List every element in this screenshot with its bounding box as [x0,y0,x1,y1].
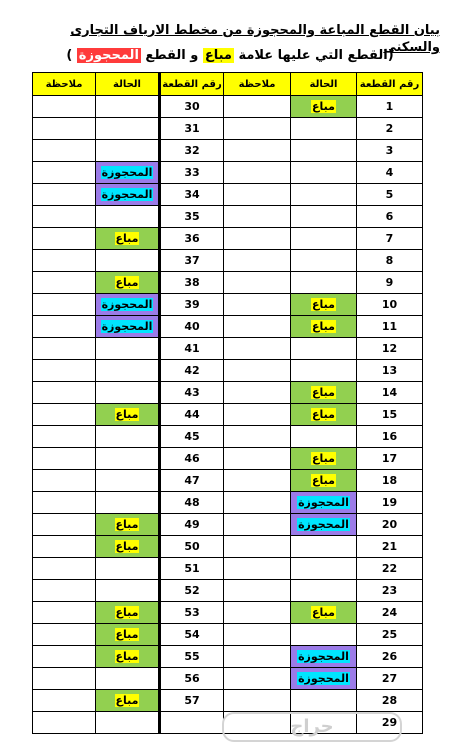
plot-number-right: 12 [357,338,423,360]
plot-status-right [291,514,357,536]
plot-note-left [33,558,96,580]
plot-number-right: 14 [357,382,423,404]
plot-status-right [291,96,357,118]
table-row [33,140,423,162]
plot-number-right: 11 [357,316,423,338]
plot-status-left [96,448,160,470]
plot-status-right [291,470,357,492]
table-row [33,580,423,602]
plot-note-right [224,316,291,338]
status-sold-badge: مباع [312,606,335,619]
plot-note-left [33,492,96,514]
plot-note-right [224,360,291,382]
plot-note-left [33,250,96,272]
plot-note-left [33,624,96,646]
plot-status-right [291,492,357,514]
status-sold-badge: مباع [312,452,335,465]
plot-status-left [96,492,160,514]
plot-status-left [96,426,160,448]
plot-number-right: 15 [357,404,423,426]
plot-note-left [33,206,96,228]
status-sold-badge: مباع [115,628,139,641]
plot-note-left [33,668,96,690]
plot-note-left [33,404,96,426]
plot-number-left: 52 [160,580,224,602]
plot-note-left [33,294,96,316]
table-row [33,448,423,470]
status-sold-badge: مباع [115,694,139,707]
plot-number-left: 48 [160,492,224,514]
plot-number-right: 9 [357,272,423,294]
header-plot-no-left: رقم القطعة [160,73,224,96]
plot-status-right [291,690,357,712]
plot-status-right [291,426,357,448]
table-row [33,646,423,668]
status-sold-badge: مباع [115,232,139,245]
table-row [33,272,423,294]
status-reserved-badge: المحجوزة [101,298,153,311]
plot-number-left: 40 [160,316,224,338]
status-sold-badge: مباع [115,408,139,421]
header-status-left: الحالة [96,73,160,96]
plot-note-left [33,690,96,712]
header-note-left: ملاحظة [33,73,96,96]
table-row [33,470,423,492]
plot-status-left [96,316,160,338]
plot-number-right: 3 [357,140,423,162]
plot-status-left [96,338,160,360]
plot-number-left: 32 [160,140,224,162]
plot-number-left: 41 [160,338,224,360]
plot-status-right [291,294,357,316]
plot-number-left: 49 [160,514,224,536]
plot-status-right [291,668,357,690]
plot-note-left [33,140,96,162]
plot-number-left: 50 [160,536,224,558]
plot-status-left [96,580,160,602]
plot-note-right [224,206,291,228]
table-row [33,690,423,712]
plot-status-left [96,140,160,162]
plot-note-right [224,426,291,448]
plot-note-right [224,404,291,426]
plot-note-right [224,272,291,294]
status-sold-badge: مباع [115,650,139,663]
status-reserved-badge: المحجوزة [298,650,349,663]
plot-status-right [291,272,357,294]
plot-status-left [96,536,160,558]
status-sold-badge: مباع [312,320,335,333]
plot-note-right [224,118,291,140]
plot-note-left [33,382,96,404]
plot-number-left: 35 [160,206,224,228]
plot-number-left: 51 [160,558,224,580]
status-reserved-badge: المحجوزة [101,320,153,333]
plot-note-left [33,470,96,492]
table-row [33,404,423,426]
plot-number-right: 24 [357,602,423,624]
plot-note-right [224,646,291,668]
status-reserved-badge: المحجوزة [298,496,349,509]
plot-status-right [291,140,357,162]
plot-number-left: 34 [160,184,224,206]
plot-note-left [33,646,96,668]
plot-status-right [291,338,357,360]
table-row [33,668,423,690]
plot-status-right [291,624,357,646]
plot-status-right [291,360,357,382]
plot-note-right [224,162,291,184]
plot-number-left: 42 [160,360,224,382]
plot-status-right [291,602,357,624]
plot-note-left [33,118,96,140]
status-reserved-badge: المحجوزة [101,188,153,201]
legend-text-1: (القطع التي عليها علامة [233,48,394,63]
plot-number-left: 36 [160,228,224,250]
plot-number-right: 25 [357,624,423,646]
plot-note-right [224,580,291,602]
plot-note-right [224,624,291,646]
watermark-logo: حراج [222,712,402,742]
plot-note-right [224,536,291,558]
plot-number-right: 8 [357,250,423,272]
page-title: بيان القطع المباعة والمحجوزة من مخطط الارياف التجارى والسكنى [70,23,440,55]
plot-number-right: 10 [357,294,423,316]
plot-note-left [33,272,96,294]
plot-status-left [96,228,160,250]
table-header-row [33,73,423,96]
plot-note-left [33,228,96,250]
plot-status-right [291,250,357,272]
plot-status-right [291,206,357,228]
plot-status-right [291,118,357,140]
plot-note-left [33,426,96,448]
plot-number-right: 29 [357,712,423,734]
table-row [33,602,423,624]
plot-number-right: 18 [357,470,423,492]
plot-number-left: 55 [160,646,224,668]
plot-status-right [291,580,357,602]
plot-note-right [224,448,291,470]
status-reserved-badge: المحجوزة [298,518,349,531]
plot-note-right [224,184,291,206]
plot-number-right: 5 [357,184,423,206]
plot-status-left [96,558,160,580]
table-row [33,316,423,338]
plot-status-right [291,404,357,426]
plot-note-right [224,96,291,118]
plot-number-right: 16 [357,426,423,448]
plot-note-right [224,514,291,536]
table-row [33,162,423,184]
plot-status-left [96,624,160,646]
status-sold-badge: مباع [115,540,139,553]
plot-note-right [224,228,291,250]
plot-note-right [224,602,291,624]
plot-number-left: 39 [160,294,224,316]
plot-number-right: 21 [357,536,423,558]
plot-number-right: 27 [357,668,423,690]
plot-number-right: 19 [357,492,423,514]
legend-subtitle [40,46,420,66]
plot-note-left [33,162,96,184]
plot-status-left [96,404,160,426]
plot-status-left [96,96,160,118]
plot-number-right: 26 [357,646,423,668]
plot-status-left [96,250,160,272]
plot-number-left: 57 [160,690,224,712]
legend-reserved-label: المحجوزة [78,48,139,63]
plot-status-right [291,646,357,668]
plot-status-left [96,294,160,316]
plot-number-left [160,712,224,734]
status-reserved-badge: المحجوزة [298,672,349,685]
plot-status-right [291,228,357,250]
plot-status-left [96,184,160,206]
plot-status-left [96,514,160,536]
plot-note-right [224,492,291,514]
status-sold-badge: مباع [115,276,139,289]
plot-number-left: 31 [160,118,224,140]
plot-note-right [224,250,291,272]
status-sold-badge: مباع [312,408,335,421]
status-sold-badge: مباع [312,474,335,487]
plot-status-left [96,712,160,734]
plot-note-right [224,690,291,712]
header-note-right: ملاحظة [224,73,291,96]
status-reserved-badge: المحجوزة [101,166,153,179]
table-body [33,96,423,734]
table-row [33,228,423,250]
plot-number-right: 6 [357,206,423,228]
plot-number-right: 2 [357,118,423,140]
plot-status-right [291,382,357,404]
plot-status-right [291,558,357,580]
table-row [33,536,423,558]
plot-status-right [291,316,357,338]
plot-note-left [33,712,96,734]
plot-number-left: 45 [160,426,224,448]
plot-note-right [224,294,291,316]
plot-number-left: 37 [160,250,224,272]
table-row [33,96,423,118]
plot-note-left [33,602,96,624]
plots-table [32,72,423,734]
plot-number-right: 1 [357,96,423,118]
plot-note-left [33,536,96,558]
table-row [33,206,423,228]
plot-status-left [96,360,160,382]
plot-number-right: 28 [357,690,423,712]
plot-status-left [96,646,160,668]
plot-number-left: 44 [160,404,224,426]
plot-note-right [224,470,291,492]
table-row [33,250,423,272]
plot-number-right: 13 [357,360,423,382]
plot-note-right [224,140,291,162]
plot-number-left: 56 [160,668,224,690]
plot-status-left [96,470,160,492]
table-row [33,558,423,580]
plot-number-left: 38 [160,272,224,294]
plot-status-right [291,162,357,184]
status-sold-badge: مباع [115,518,139,531]
plot-number-right: 4 [357,162,423,184]
table-row [33,492,423,514]
plot-status-right [291,448,357,470]
table-row [33,338,423,360]
plot-number-right: 20 [357,514,423,536]
table-row [33,360,423,382]
legend-sold-label: مباع [204,48,232,63]
status-sold-badge: مباع [312,298,335,311]
legend-text-2: و القطع [140,48,203,63]
plot-number-right: 17 [357,448,423,470]
table-row [33,426,423,448]
plot-status-left [96,602,160,624]
plot-number-right: 7 [357,228,423,250]
plot-note-left [33,360,96,382]
plot-status-right [291,536,357,558]
plot-note-right [224,668,291,690]
plot-note-left [33,184,96,206]
plot-status-left [96,382,160,404]
table-row [33,184,423,206]
plot-note-left [33,514,96,536]
plot-number-left: 43 [160,382,224,404]
plot-status-right [291,184,357,206]
plot-status-left [96,272,160,294]
plot-number-left: 47 [160,470,224,492]
plot-note-right [224,558,291,580]
plot-note-right [224,338,291,360]
legend-text-3: ) [66,48,77,63]
plot-status-left [96,162,160,184]
plot-note-left [33,316,96,338]
table-row [33,624,423,646]
plot-note-left [33,96,96,118]
plot-number-left: 53 [160,602,224,624]
plot-note-left [33,448,96,470]
header-plot-no-right: رقم القطعة [357,73,423,96]
status-sold-badge: مباع [115,606,139,619]
plot-number-left: 54 [160,624,224,646]
table-row [33,294,423,316]
plot-number-right: 23 [357,580,423,602]
status-sold-badge: مباع [312,386,335,399]
plot-status-left [96,206,160,228]
plot-note-right [224,382,291,404]
plot-number-left: 30 [160,96,224,118]
status-sold-badge: مباع [312,100,335,113]
plot-status-left [96,118,160,140]
table-row [33,118,423,140]
plot-number-left: 33 [160,162,224,184]
plot-status-left [96,668,160,690]
plot-note-left [33,580,96,602]
plot-note-left [33,338,96,360]
table-row [33,514,423,536]
plot-status-left [96,690,160,712]
table-row [33,382,423,404]
plot-number-left: 46 [160,448,224,470]
header-status-right: الحالة [291,73,357,96]
plot-number-right: 22 [357,558,423,580]
